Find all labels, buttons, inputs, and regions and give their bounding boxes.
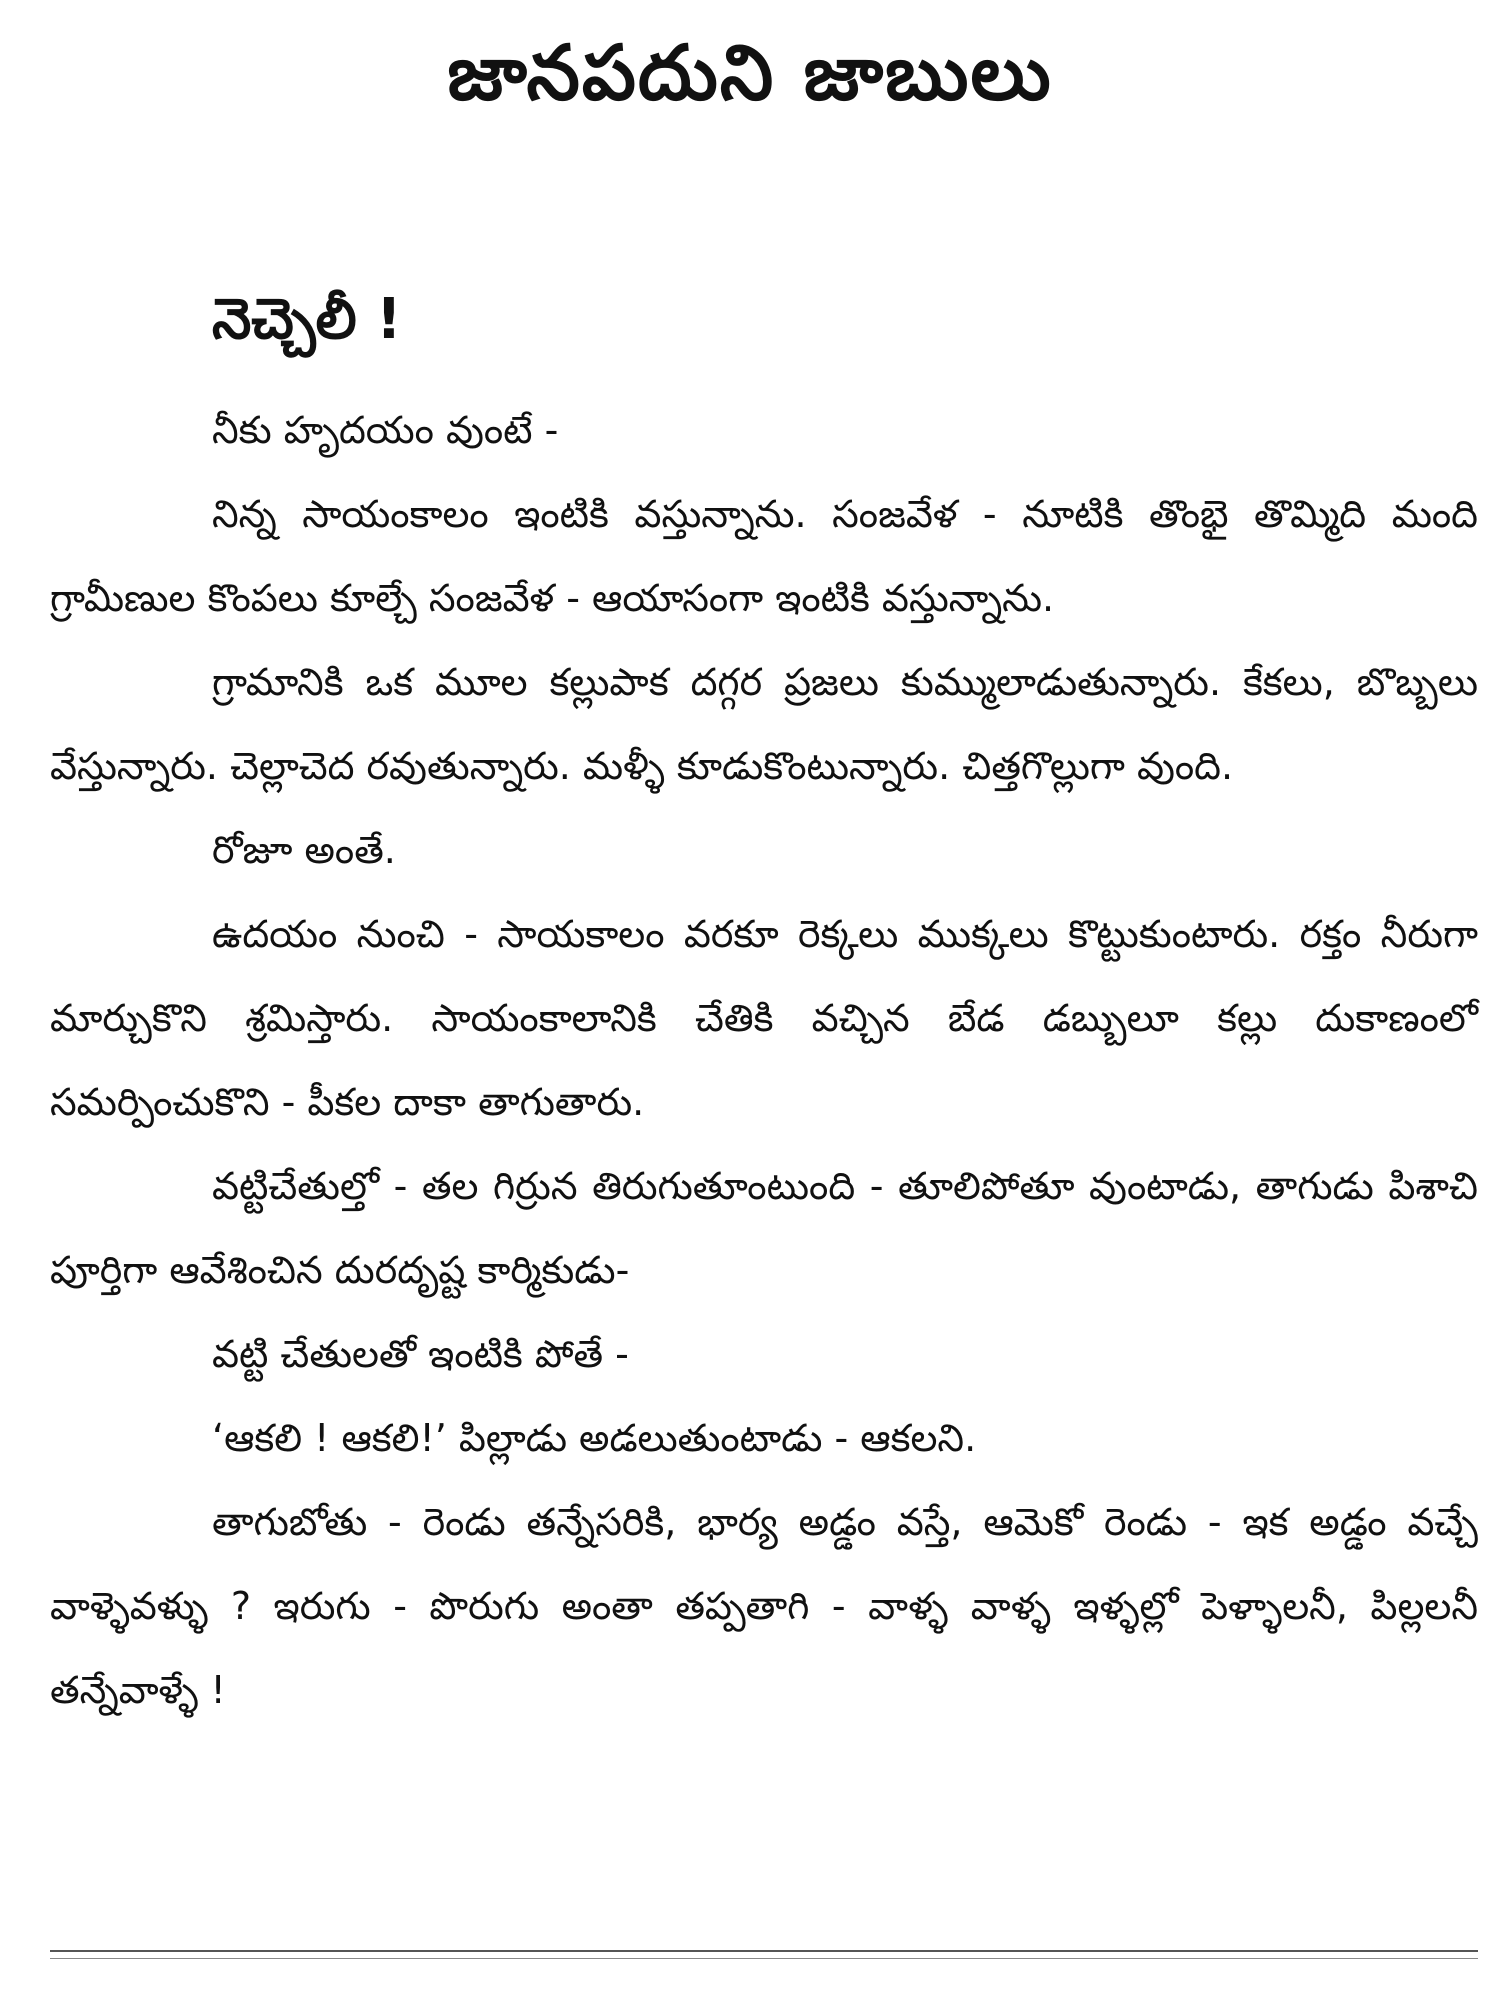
page-title: జానపదుని జాబులు [447, 28, 1053, 117]
footer-rule [50, 1950, 1478, 1952]
paragraph: తాగుబోతు - రెండు తన్నేసరికి, భార్య అడ్డం వస్తే, ఆమెకో రెండు - ఇక అడ్డం వచ్చే వాళ్ళెవళ్ళు ? ఇరుగు - పొరుగు అంతా తప్పతాగి - వాళ్ళ వాళ్ళ ఇళ్ళల్లో పెళ్ళాలనీ, పిల్లలనీ తన్నేవాళ్ళే ! [50, 1500, 1478, 1712]
paragraph: వట్టి చేతులతో ఇంటికి పోతే - [212, 1332, 629, 1376]
footer-rule-thin [50, 1958, 1478, 1959]
paragraph: వట్టిచేతుల్తో - తల గిర్రున తిరుగుతూంటుంది - తూలిపోతూ వుంటాడు, తాగుడు పిశాచి పూర్తిగా ఆవేశించిన దురదృష్ట కార్మికుడు- [50, 1164, 1478, 1292]
paragraph: నీకు హృదయం వుంటే - [212, 408, 559, 452]
paragraph: ఉదయం నుంచి - సాయకాలం వరకూ రెక్కలు ముక్కలు కొట్టుకుంటారు. రక్తం నీరుగా మార్చుకొని శ్రమిస్తారు. సాయంకాలానికి చేతికి వచ్చిన బేడ డబ్బులూ కల్లు దుకాణంలో సమర్పించుకొని - పీకల దాకా తాగుతారు. [50, 912, 1478, 1124]
paragraph: రోజూ అంతే. [212, 828, 396, 872]
paragraph: గ్రామానికి ఒక మూల కల్లుపాక దగ్గర ప్రజలు కుమ్ములాడుతున్నారు. కేకలు, బొబ్బలు వేస్తున్నారు. చెల్లాచెద రవుతున్నారు. మళ్ళీ కూడుకొంటున్నారు. చిత్తగొల్లుగా వుంది. [50, 660, 1478, 788]
salutation: నెచ్చెలీ ! [212, 287, 402, 352]
paragraph: నిన్న సాయంకాలం ఇంటికి వస్తున్నాను. సంజవేళ - నూటికి తొంభై తొమ్మిది మంది గ్రామీణుల కొంపలు కూల్చే సంజవేళ - ఆయాసంగా ఇంటికి వస్తున్నాను. [50, 492, 1478, 620]
paragraph: ‘ఆకలి ! ఆకలి!’ పిల్లాడు అడలుతుంటాడు - ఆకలని. [212, 1416, 977, 1460]
letter-body [50, 388, 1478, 1732]
